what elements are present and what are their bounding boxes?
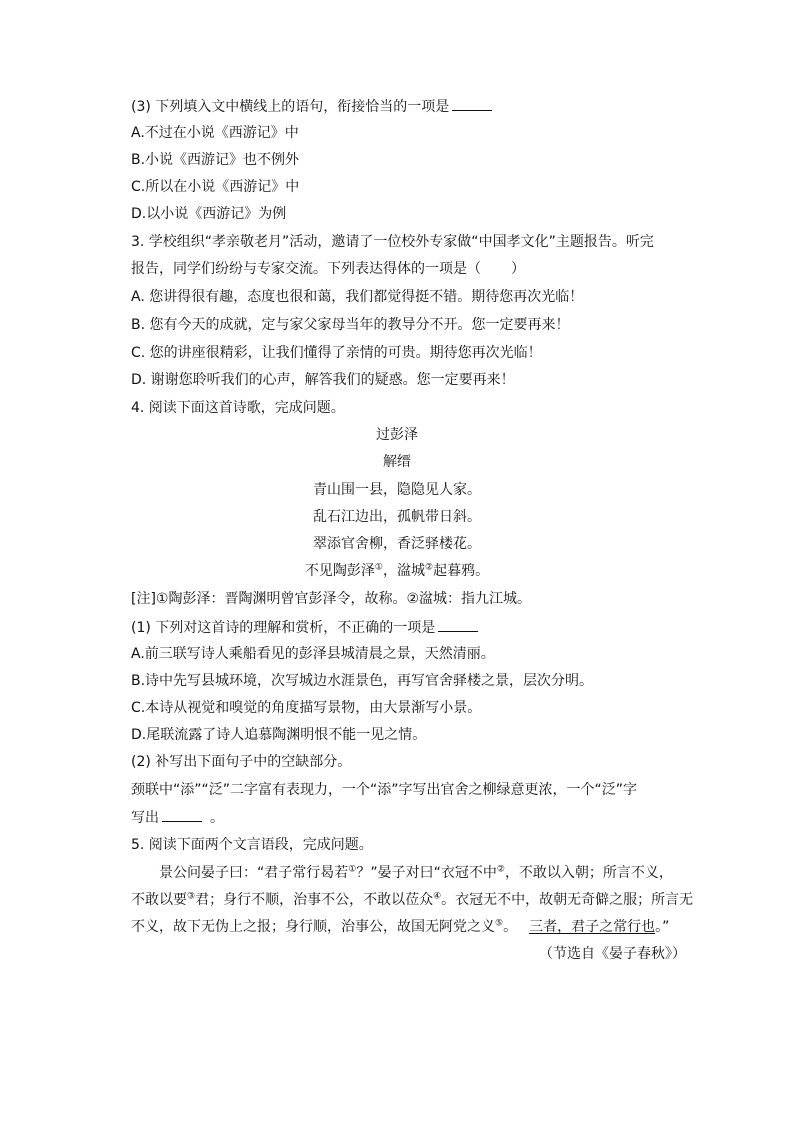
- option-d: D.尾联流露了诗人追慕陶渊明恨不能一见之情。: [131, 727, 427, 743]
- question-4-2-line1: 颈联中“添”“泛”二字富有表现力，一个“添”字写出官舍之柳绿意更浓，一个“泛”字: [131, 782, 638, 798]
- footnote-mark: ⑤: [495, 918, 504, 929]
- classical-text-line: 景公问晏子曰：“君子常行曷若①？”晏子对曰“衣冠不中②，不敢以入朝；所言不义，: [159, 864, 673, 881]
- footnote-mark: ③: [187, 891, 196, 902]
- poem-line: 不见陶彭泽①，湓城②起暮鸦。: [304, 562, 490, 579]
- question-3-stem-line1: 3. 学校组织“孝亲敬老月”活动，邀请了一位校外专家做“中国孝文化”主题报告。听完: [131, 234, 654, 250]
- option-b: B.小说《西游记》也不例外: [131, 152, 300, 168]
- underlined-sentence: 三者，君子之常行也: [529, 919, 656, 935]
- option-a: A.前三联写诗人乘船看见的彭泽县城清晨之景，天然清丽。: [131, 646, 495, 662]
- answer-blank[interactable]: [452, 97, 492, 111]
- answer-blank[interactable]: [438, 618, 478, 632]
- question-4-1-stem: (1) 下列对这首诗的理解和赏析，不正确的一项是: [131, 618, 478, 637]
- option-c: C.所以在小说《西游记》中: [131, 179, 300, 195]
- footnote-mark: ④: [433, 891, 442, 902]
- answer-blank[interactable]: [162, 808, 202, 822]
- option-b: B.诗中先写县城环境，次写城边水涯景色，再写官舍驿楼之景，层次分明。: [131, 673, 594, 689]
- option-c: C. 您的讲座很精彩，让我们懂得了亲情的可贵。期待您再次光临！: [131, 345, 542, 361]
- footnote-mark: ②: [496, 864, 505, 875]
- question-4-2-line2: 写出 。: [131, 810, 224, 826]
- footnote-mark: ①: [348, 864, 357, 875]
- option-c: C.本诗从视觉和嗅觉的角度描写景物，由大景渐写小景。: [131, 700, 482, 716]
- footnote-mark: ①: [374, 562, 383, 573]
- option-b: B. 您有今天的成就，定与家父家母当年的教导分不开。您一定要再来！: [131, 317, 570, 333]
- classical-text-line: 不敢以要③君；身行不顺，治事不公，不敢以莅众④。衣冠无不中，故朝无奇僻之服；所言无: [131, 891, 694, 908]
- question-2-3-stem: (3) 下列填入文中横线上的语句，衔接恰当的一项是: [131, 97, 492, 116]
- poem-line: 乱石江边出，孤帆带日斜。: [313, 509, 481, 525]
- option-d: D. 谢谢您聆听我们的心声，解答我们的疑惑。您一定要再来！: [131, 372, 515, 388]
- poem-title: 过彭泽: [376, 427, 418, 443]
- poem-note: [注]①陶彭泽：晋陶渊明曾官彭泽令，故称。②湓城：指九江城。: [131, 591, 532, 607]
- classical-text-line: 不义，故下无伪上之报；身行顺，治事公，故国无阿党之义⑤。 三者，君子之常行也。”: [131, 918, 670, 935]
- question-5-stem: 5. 阅读下面两个文言语段，完成问题。: [131, 837, 373, 853]
- poem-line: 翠添官舍柳，香泛驿楼花。: [313, 536, 481, 552]
- question-4-2-stem: (2) 补写出下面句子中的空缺部分。: [131, 754, 352, 770]
- option-a: A.不过在小说《西游记》中: [131, 125, 299, 141]
- poem-line: 青山围一县，隐隐见人家。: [313, 482, 481, 498]
- footnote-mark: ②: [425, 562, 434, 573]
- source-citation: （节选自《晏子春秋》）: [539, 946, 686, 962]
- option-d: D.以小说《西游记》为例: [131, 206, 287, 222]
- question-3-stem-line2: 报告，同学们纷纷与专家交流。下列表达得体的一项是（ ）: [131, 261, 525, 277]
- poem-author: 解缙: [383, 454, 411, 470]
- option-a: A. 您讲得很有趣，态度也很和蔼，我们都觉得挺不错。期待您再次光临！: [131, 289, 584, 305]
- question-4-stem: 4. 阅读下面这首诗歌，完成问题。: [131, 400, 345, 416]
